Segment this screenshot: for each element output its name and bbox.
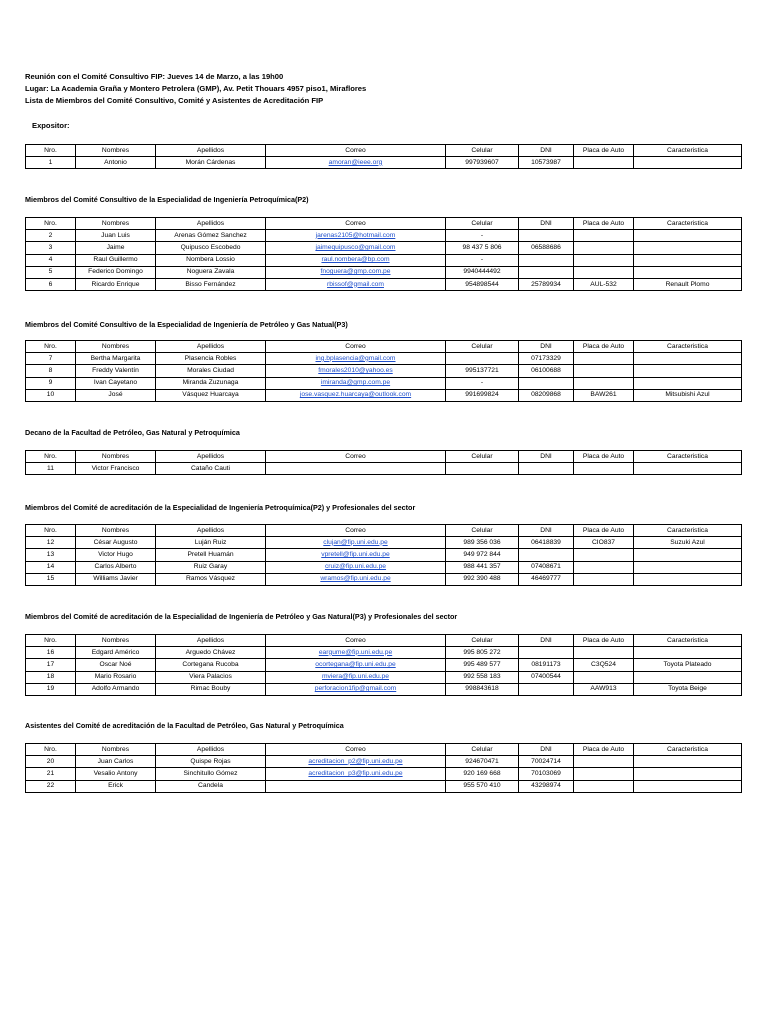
email-link[interactable]: vpretell@fip.uni.edu.pe: [321, 550, 390, 558]
cell-nombres: Adolfo Armando: [76, 683, 156, 695]
table-header-row: [26, 635, 742, 647]
cell-celular: 920 169 668: [446, 768, 519, 780]
cell-dni: [519, 266, 574, 278]
cell-apellidos: Morán Cárdenas: [156, 157, 266, 169]
cell-caracteristica: [634, 561, 742, 573]
cell-dni: 08191173: [519, 659, 574, 671]
cell-placa: [574, 756, 634, 768]
cell-apellidos: Bisso Fernández: [156, 278, 266, 290]
cell-caracteristica: [634, 157, 742, 169]
cell-celular: 924670471: [446, 756, 519, 768]
cell-nro: 12: [26, 537, 76, 549]
cell-dni: [519, 230, 574, 242]
cell-caracteristica: Toyota Beige: [634, 683, 742, 695]
email-link[interactable]: raul.nombera@bp.com: [321, 256, 390, 264]
cell-celular: 954898544: [446, 278, 519, 290]
table-row: [26, 353, 742, 365]
cell-nro: 17: [26, 659, 76, 671]
column-header: Nro.: [26, 341, 76, 353]
cell-celular: [446, 463, 519, 475]
cell-celular: 992 390 488: [446, 573, 519, 585]
cell-dni: 70103069: [519, 768, 574, 780]
cell-apellidos: Quipusco Escobedo: [156, 242, 266, 254]
column-header: Caracteristica: [634, 145, 742, 157]
cell-nombres: Ricardo Enrique: [76, 278, 156, 290]
cell-placa: AAW913: [574, 683, 634, 695]
cell-nro: 16: [26, 647, 76, 659]
email-link[interactable]: acreditacion_p3@fip.uni.edu.pe: [308, 769, 403, 777]
column-header: Celular: [446, 525, 519, 537]
table-row: [26, 157, 742, 169]
cell-placa: [574, 647, 634, 659]
email-link[interactable]: jarenas2105@hotmail.com: [315, 231, 396, 239]
column-header: Nombres: [76, 744, 156, 756]
cell-correo: [266, 365, 446, 377]
cell-nombres: Freddy Valentín: [76, 365, 156, 377]
column-header: Correo: [266, 341, 446, 353]
cell-correo: [266, 377, 446, 389]
cell-celular: -: [446, 254, 519, 266]
cell-correo: [266, 353, 446, 365]
table-row: [26, 365, 742, 377]
cell-dni: 08209868: [519, 389, 574, 401]
cell-celular: 998843618: [446, 683, 519, 695]
members-table: [25, 743, 742, 793]
column-header: Nombres: [76, 451, 156, 463]
cell-nro: 20: [26, 756, 76, 768]
table-row: [26, 242, 742, 254]
cell-placa: [574, 254, 634, 266]
cell-apellidos: Noguera Zavala: [156, 266, 266, 278]
cell-correo: [266, 242, 446, 254]
cell-nombres: Vesalio Antony: [76, 768, 156, 780]
column-header: Apellidos: [156, 218, 266, 230]
table-row: [26, 230, 742, 242]
cell-celular: 98 437 5 806: [446, 242, 519, 254]
cell-apellidos: Cortegana Rucoba: [156, 659, 266, 671]
cell-nro: 9: [26, 377, 76, 389]
cell-caracteristica: [634, 254, 742, 266]
cell-placa: [574, 377, 634, 389]
cell-nro: 6: [26, 278, 76, 290]
column-header: DNI: [519, 145, 574, 157]
table-row: [26, 647, 742, 659]
cell-nro: 7: [26, 353, 76, 365]
cell-nombres: José: [76, 389, 156, 401]
column-header: Nro.: [26, 635, 76, 647]
table-row: [26, 659, 742, 671]
table-row: [26, 254, 742, 266]
email-link[interactable]: imiranda@gmp.com.pe: [320, 379, 391, 387]
cell-caracteristica: Suzuki Azul: [634, 537, 742, 549]
column-header: Placa de Auto: [574, 218, 634, 230]
column-header: Nombres: [76, 218, 156, 230]
table-row: [26, 537, 742, 549]
email-link[interactable]: amoran@ieee.org: [328, 158, 383, 166]
cell-apellidos: Pretell Huamán: [156, 549, 266, 561]
cell-placa: [574, 353, 634, 365]
cell-dni: [519, 377, 574, 389]
cell-caracteristica: [634, 377, 742, 389]
members-table: [25, 524, 742, 586]
column-header: Celular: [446, 341, 519, 353]
cell-correo: [266, 278, 446, 290]
column-header: Nro.: [26, 218, 76, 230]
column-header: Correo: [266, 744, 446, 756]
cell-nro: 4: [26, 254, 76, 266]
cell-dni: 06100688: [519, 365, 574, 377]
cell-dni: [519, 647, 574, 659]
cell-dni: [519, 254, 574, 266]
section-title: Asistentes del Comité de acreditación de la Facultad de Petróleo, Gas Natural y Petroquímica: [25, 721, 344, 730]
table-row: [26, 377, 742, 389]
cell-dni: 07408671: [519, 561, 574, 573]
column-header: DNI: [519, 341, 574, 353]
cell-placa: [574, 365, 634, 377]
section-title: Miembros del Comité de acreditación de la Especialidad de Ingeniería Petroquímica(P2) y Profesionales del sector: [25, 503, 416, 512]
column-header: DNI: [519, 635, 574, 647]
meeting-location: Lugar: La Academia Graña y Montero Petrolera (GMP), Av. Petit Thouars 4957 piso1, Miraflores: [25, 84, 367, 93]
column-header: Caracteristica: [634, 451, 742, 463]
column-header: Caracteristica: [634, 525, 742, 537]
cell-apellidos: Arenas Gómez Sanchez: [156, 230, 266, 242]
column-header: Correo: [266, 635, 446, 647]
email-link[interactable]: acreditacion_p2@fip.uni.edu.pe: [308, 757, 403, 765]
column-header: Correo: [266, 525, 446, 537]
cell-nro: 19: [26, 683, 76, 695]
cell-dni: [519, 463, 574, 475]
cell-apellidos: Candela: [156, 780, 266, 792]
column-header: Placa de Auto: [574, 341, 634, 353]
cell-dni: 07173329: [519, 353, 574, 365]
cell-nombres: Jaime: [76, 242, 156, 254]
cell-nombres: Ivan Cayetano: [76, 377, 156, 389]
cell-caracteristica: [634, 463, 742, 475]
cell-celular: 949 972 844: [446, 549, 519, 561]
cell-caracteristica: [634, 353, 742, 365]
table-header-row: [26, 744, 742, 756]
cell-celular: -: [446, 377, 519, 389]
cell-nro: 10: [26, 389, 76, 401]
cell-correo: [266, 561, 446, 573]
email-link[interactable]: perforacion1fip@gmail.com: [314, 685, 397, 693]
cell-caracteristica: [634, 780, 742, 792]
cell-placa: [574, 157, 634, 169]
table-header-row: [26, 218, 742, 230]
cell-nombres: Victor Hugo: [76, 549, 156, 561]
cell-correo: [266, 659, 446, 671]
cell-caracteristica: [634, 573, 742, 585]
cell-nombres: César Augusto: [76, 537, 156, 549]
cell-placa: [574, 266, 634, 278]
cell-nombres: Williams Javier: [76, 573, 156, 585]
column-header: Apellidos: [156, 525, 266, 537]
column-header: Nombres: [76, 145, 156, 157]
column-header: DNI: [519, 525, 574, 537]
cell-caracteristica: [634, 549, 742, 561]
members-table: [25, 144, 742, 169]
cell-apellidos: Luján Ruiz: [156, 537, 266, 549]
cell-nro: 1: [26, 157, 76, 169]
cell-celular: 955 570 410: [446, 780, 519, 792]
cell-correo: [266, 768, 446, 780]
cell-nombres: Raul Guillermo: [76, 254, 156, 266]
cell-correo: [266, 549, 446, 561]
meeting-title: Reunión con el Comité Consultivo FIP: Jueves 14 de Marzo, a las 19h00: [25, 72, 284, 81]
cell-correo: [266, 683, 446, 695]
cell-placa: [574, 573, 634, 585]
cell-celular: 988 441 357: [446, 561, 519, 573]
cell-nombres: Victor Francisco: [76, 463, 156, 475]
email-link[interactable]: cruiz@fip.uni.edu.pe: [324, 563, 387, 571]
members-table: [25, 217, 742, 291]
cell-apellidos: Morales Ciudad: [156, 365, 266, 377]
members-table: [25, 634, 742, 696]
cell-correo: [266, 647, 446, 659]
column-header: DNI: [519, 451, 574, 463]
column-header: Celular: [446, 451, 519, 463]
cell-nro: 13: [26, 549, 76, 561]
section-title: Decano de la Facultad de Petróleo, Gas Natural y Petroquímica: [25, 428, 240, 437]
section-title: Miembros del Comité de acreditación de la Especialidad de Ingeniería de Petróleo y Gas Natural(P3) y Profesionales del sector: [25, 612, 458, 621]
email-link[interactable]: rbissof@gmail.com: [327, 280, 384, 288]
section-title: Miembros del Comité Consultivo de la Especialidad de Ingeniería de Petróleo y Gas Natual(P3): [25, 320, 348, 329]
section-title: Miembros del Comité Consultivo de la Especialidad de Ingeniería Petroquímica(P2): [25, 195, 309, 204]
cell-dni: [519, 683, 574, 695]
cell-placa: [574, 549, 634, 561]
cell-correo: [266, 756, 446, 768]
column-header: Nombres: [76, 525, 156, 537]
column-header: DNI: [519, 744, 574, 756]
table-row: [26, 780, 742, 792]
cell-apellidos: Arguedo Chávez: [156, 647, 266, 659]
cell-dni: [519, 549, 574, 561]
cell-apellidos: Nombera Lossio: [156, 254, 266, 266]
column-header: Caracteristica: [634, 341, 742, 353]
table-header-row: [26, 525, 742, 537]
cell-correo: [266, 537, 446, 549]
cell-placa: [574, 780, 634, 792]
email-link[interactable]: jose.vasquez.huarcaya@outlook.com: [299, 391, 412, 399]
table-row: [26, 549, 742, 561]
cell-nro: 11: [26, 463, 76, 475]
column-header: Nombres: [76, 341, 156, 353]
cell-caracteristica: [634, 230, 742, 242]
cell-nro: 15: [26, 573, 76, 585]
cell-caracteristica: [634, 756, 742, 768]
column-header: Placa de Auto: [574, 145, 634, 157]
cell-dni: 06418839: [519, 537, 574, 549]
cell-correo: [266, 157, 446, 169]
cell-dni: 07400544: [519, 671, 574, 683]
cell-placa: BAW261: [574, 389, 634, 401]
email-link[interactable]: clujan@fip.uni.edu.pe: [323, 538, 388, 546]
cell-caracteristica: Toyota Plateado: [634, 659, 742, 671]
cell-caracteristica: [634, 647, 742, 659]
cell-apellidos: Viera Palacios: [156, 671, 266, 683]
table-row: [26, 683, 742, 695]
column-header: Apellidos: [156, 145, 266, 157]
cell-placa: CIO837: [574, 537, 634, 549]
table-row: [26, 389, 742, 401]
column-header: Correo: [266, 145, 446, 157]
cell-dni: 25789934: [519, 278, 574, 290]
cell-caracteristica: [634, 242, 742, 254]
column-header: Placa de Auto: [574, 635, 634, 647]
column-header: Placa de Auto: [574, 744, 634, 756]
column-header: Placa de Auto: [574, 451, 634, 463]
cell-nro: 21: [26, 768, 76, 780]
cell-celular: 992 558 183: [446, 671, 519, 683]
cell-apellidos: Sinchitullo Gómez: [156, 768, 266, 780]
table-header-row: [26, 451, 742, 463]
column-header: Nro.: [26, 451, 76, 463]
column-header: Celular: [446, 145, 519, 157]
cell-dni: 10573987: [519, 157, 574, 169]
cell-correo: [266, 671, 446, 683]
email-link[interactable]: ing.bplasencia@gmail.com: [315, 354, 396, 362]
cell-nombres: Mario Rosario: [76, 671, 156, 683]
cell-apellidos: Rimac Bouby: [156, 683, 266, 695]
cell-celular: 995137721: [446, 365, 519, 377]
cell-nombres: Juan Luis: [76, 230, 156, 242]
cell-caracteristica: [634, 365, 742, 377]
cell-placa: C3Q524: [574, 659, 634, 671]
column-header: Caracteristica: [634, 635, 742, 647]
email-link[interactable]: eargume@fip.uni.edu.pe: [318, 648, 393, 656]
email-link[interactable]: fmorales2010@yahoo.es: [318, 366, 393, 374]
cell-nro: 8: [26, 365, 76, 377]
column-header: Nro.: [26, 525, 76, 537]
cell-nombres: Carlos Alberto: [76, 561, 156, 573]
list-title: Lista de Miembros del Comité Consultivo, Comité y Asistentes de Acreditación FIP: [25, 96, 324, 105]
cell-placa: AUL-532: [574, 278, 634, 290]
column-header: Correo: [266, 218, 446, 230]
column-header: DNI: [519, 218, 574, 230]
cell-caracteristica: [634, 768, 742, 780]
cell-dni: 70024714: [519, 756, 574, 768]
cell-celular: 989 356 036: [446, 537, 519, 549]
cell-caracteristica: [634, 671, 742, 683]
email-link[interactable]: mviera@fip.uni.edu.pe: [321, 673, 389, 681]
cell-apellidos: Quispe Rojas: [156, 756, 266, 768]
email-link[interactable]: ocortegana@fip.uni.edu.pe: [315, 660, 396, 668]
cell-apellidos: Miranda Zuzunaga: [156, 377, 266, 389]
cell-nro: 3: [26, 242, 76, 254]
column-header: Nro.: [26, 145, 76, 157]
cell-correo: [266, 266, 446, 278]
email-link[interactable]: fnoguera@gmp.com.pe: [320, 268, 391, 276]
email-link[interactable]: wramos@fip.uni.edu.pe: [320, 575, 391, 583]
cell-celular: 9940444492: [446, 266, 519, 278]
column-header: Nombres: [76, 635, 156, 647]
cell-placa: [574, 463, 634, 475]
cell-nombres: Erick: [76, 780, 156, 792]
cell-correo: [266, 573, 446, 585]
cell-dni: 46469777: [519, 573, 574, 585]
cell-placa: [574, 768, 634, 780]
cell-apellidos: Ramos Vásquez: [156, 573, 266, 585]
column-header: Nro.: [26, 744, 76, 756]
cell-nro: 2: [26, 230, 76, 242]
table-row: [26, 573, 742, 585]
cell-celular: 991699824: [446, 389, 519, 401]
column-header: Apellidos: [156, 744, 266, 756]
table-row: [26, 756, 742, 768]
cell-correo: [266, 254, 446, 266]
table-header-row: [26, 341, 742, 353]
cell-nombres: Edgard Américo: [76, 647, 156, 659]
members-table: [25, 450, 742, 475]
cell-celular: -: [446, 230, 519, 242]
column-header: Celular: [446, 635, 519, 647]
table-header-row: [26, 145, 742, 157]
cell-apellidos: Vásquez Huarcaya: [156, 389, 266, 401]
cell-nombres: Juan Carlos: [76, 756, 156, 768]
column-header: Placa de Auto: [574, 525, 634, 537]
column-header: Caracteristica: [634, 744, 742, 756]
cell-dni: 43298974: [519, 780, 574, 792]
table-row: [26, 278, 742, 290]
cell-nombres: Oscar Noé: [76, 659, 156, 671]
column-header: Caracteristica: [634, 218, 742, 230]
table-row: [26, 671, 742, 683]
cell-apellidos: Plasencia Robles: [156, 353, 266, 365]
email-link[interactable]: jaimequipusco@gmail.com: [315, 243, 396, 251]
cell-caracteristica: [634, 266, 742, 278]
column-header: Celular: [446, 218, 519, 230]
expositor-label: Expositor:: [32, 121, 70, 130]
cell-apellidos: Cataño Cauti: [156, 463, 266, 475]
cell-correo: [266, 463, 446, 475]
table-row: [26, 561, 742, 573]
cell-placa: [574, 230, 634, 242]
cell-nombres: Bertha Margarita: [76, 353, 156, 365]
cell-nombres: Federico Domingo: [76, 266, 156, 278]
cell-nro: 18: [26, 671, 76, 683]
cell-dni: 06588686: [519, 242, 574, 254]
cell-correo: [266, 389, 446, 401]
column-header: Correo: [266, 451, 446, 463]
cell-correo: [266, 780, 446, 792]
members-table: [25, 340, 742, 402]
column-header: Apellidos: [156, 341, 266, 353]
cell-caracteristica: Mitsubishi Azul: [634, 389, 742, 401]
cell-caracteristica: Renault Plomo: [634, 278, 742, 290]
cell-celular: 997939607: [446, 157, 519, 169]
cell-nro: 5: [26, 266, 76, 278]
cell-nro: 14: [26, 561, 76, 573]
cell-placa: [574, 671, 634, 683]
table-row: [26, 266, 742, 278]
column-header: Celular: [446, 744, 519, 756]
table-row: [26, 463, 742, 475]
cell-apellidos: Ruiz Garay: [156, 561, 266, 573]
cell-placa: [574, 242, 634, 254]
cell-celular: 995 489 577: [446, 659, 519, 671]
cell-placa: [574, 561, 634, 573]
table-row: [26, 768, 742, 780]
column-header: Apellidos: [156, 451, 266, 463]
cell-celular: 995 805 272: [446, 647, 519, 659]
cell-nro: 22: [26, 780, 76, 792]
column-header: Apellidos: [156, 635, 266, 647]
cell-correo: [266, 230, 446, 242]
cell-celular: [446, 353, 519, 365]
cell-nombres: Antonio: [76, 157, 156, 169]
